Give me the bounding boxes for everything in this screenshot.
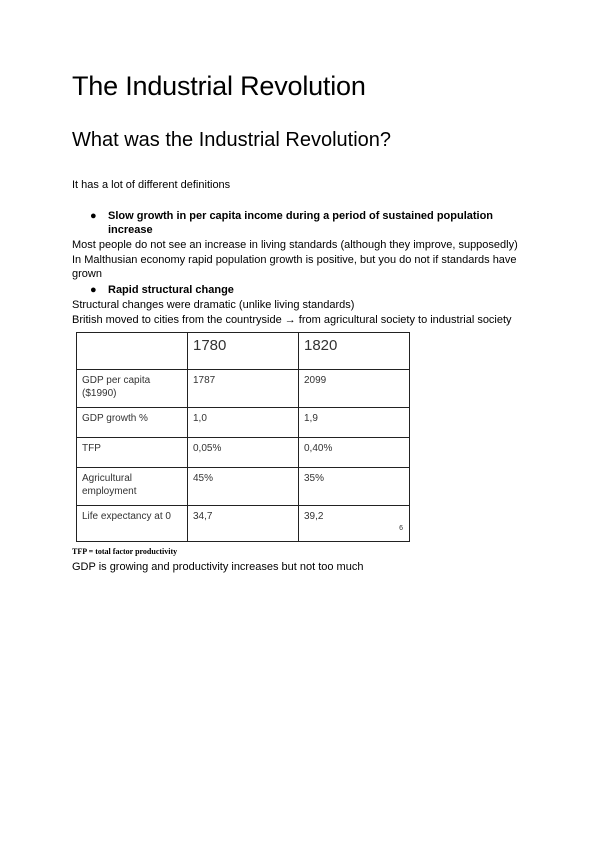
slide-number: 6 — [399, 525, 403, 532]
table-header-cell — [77, 333, 188, 370]
page-title: The Industrial Revolution — [72, 71, 366, 101]
table-cell: GDP per capita ($1990) — [77, 370, 188, 408]
conclusion-text: GDP is growing and productivity increases but not too much — [72, 561, 364, 573]
statistics-table — [76, 332, 410, 542]
table-cell: Agricultural employment — [77, 468, 188, 506]
table-cell: 35% — [299, 468, 410, 506]
paragraph-malthusian-line2: grown — [72, 268, 102, 280]
table-cell: 34,7 — [188, 506, 299, 542]
table-header-cell: 1780 — [188, 333, 299, 370]
table-cell — [299, 506, 410, 542]
table-cell: 45% — [188, 468, 299, 506]
paragraph-living-standards: Most people do not see an increase in living standards (although they improve, supposedly) — [72, 239, 518, 251]
paragraph-urbanization: British moved to cities from the countryside → from agricultural society to industrial society — [72, 314, 512, 326]
bullet-text-line2: increase — [108, 224, 153, 236]
bullet-text: Rapid structural change — [108, 284, 234, 296]
table-caption: TFP = total factor productivity — [72, 547, 178, 556]
bullet-dot-icon: ● — [90, 210, 97, 222]
table-cell: TFP — [77, 438, 188, 468]
intro-text: It has a lot of different definitions — [72, 179, 231, 191]
table-cell: 0,05% — [188, 438, 299, 468]
table-cell-value: 39,2 — [304, 511, 324, 522]
table-cell: 0,40% — [299, 438, 410, 468]
table-cell: 2099 — [299, 370, 410, 408]
bullet-text-line1: Slow growth in per capita income during a period of sustained population — [108, 210, 494, 222]
paragraph-structural-changes: Structural changes were dramatic (unlike living standards) — [72, 299, 355, 311]
table-cell: GDP growth % — [77, 408, 188, 438]
table-cell: 1,0 — [188, 408, 299, 438]
bullet-dot-icon: ● — [90, 284, 97, 296]
table-cell: 1,9 — [299, 408, 410, 438]
table-row — [77, 438, 410, 468]
table-row — [77, 468, 410, 506]
table-row — [77, 408, 410, 438]
table-row — [77, 370, 410, 408]
table-cell: Life expectancy at 0 — [77, 506, 188, 542]
table-cell: 1787 — [188, 370, 299, 408]
paragraph-malthusian-line1: In Malthusian economy rapid population growth is positive, but you do not if standards have — [72, 254, 517, 266]
table-header-cell: 1820 — [299, 333, 410, 370]
section-heading: What was the Industrial Revolution? — [72, 129, 392, 151]
table-row — [77, 506, 410, 542]
table-header-row — [77, 333, 410, 370]
